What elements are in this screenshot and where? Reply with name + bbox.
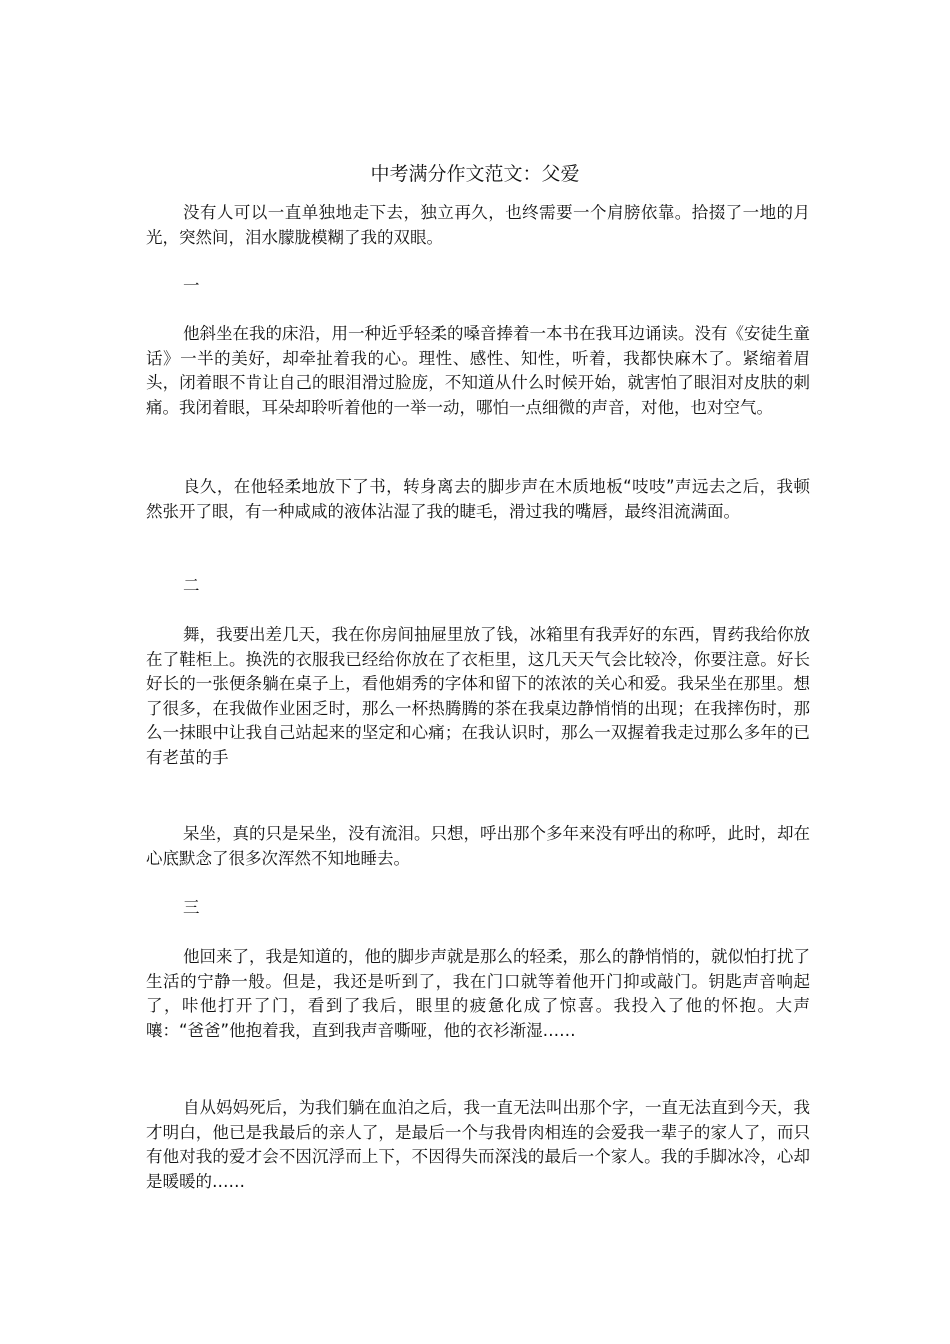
section-three-paragraph-1: 他回来了，我是知道的，他的脚步声就是那么的轻柔，那么的静悄悄的，就似怕打扰了生活的宁静一般。但是，我还是听到了，我在门口就等着他开门抑或敲门。钥匙声音响起了，咔他打开了门，看到了我后，眼里的疲惫化成了惊喜。我投入了他的怀抱。大声嚷：“爸爸”他抱着我，直到我声音嘶哑，他的衣衫渐湿…… xyxy=(146,947,810,1040)
section-one-paragraph-2: 良久，在他轻柔地放下了书，转身离去的脚步声在木质地板“吱吱”声远去之后，我顿然张开了眼，有一种咸咸的液体沾湿了我的睫毛，滑过我的嘴唇，最终泪流满面。 xyxy=(146,477,810,521)
section-mark-two: 二 xyxy=(183,576,200,595)
section-two-paragraph-1: 舞，我要出差几天，我在你房间抽屉里放了钱，冰箱里有我弄好的东西，胃药我给你放在了鞋柜上。换洗的衣服我已经给你放在了衣柜里，这几天天气会比较冷，你要注意。好长好长的一张便条躺在桌子上，看他娟秀的字体和留下的浓浓的关心和爱。我呆坐在那里。想了很多，在我做作业困乏时，那么一杯热腾腾的茶在我桌边静悄悄的出现；在我摔伤时，那么一抹眼中让我自己站起来的坚定和心痛；在我认识时，那么一双握着我走过那么多年的已有老茧的手 xyxy=(146,625,810,767)
section-mark-three: 三 xyxy=(183,898,200,917)
section-two-paragraph-2: 呆坐，真的只是呆坐，没有流泪。只想，呼出那个多年来没有呼出的称呼，此时，却在心底默念了很多次浑然不知地睡去。 xyxy=(146,824,810,868)
document-title: 中考满分作文范文：父爱 xyxy=(370,163,580,185)
section-one-paragraph-1: 他斜坐在我的床沿，用一种近乎轻柔的嗓音捧着一本书在我耳边诵读。没有《安徒生童话》一半的美好，却牵扯着我的心。理性、感性、知性，听着，我都快麻木了。紧缩着眉头，闭着眼不肯让自己的眼泪滑过脸庞，不知道从什么时候开始，就害怕了眼泪对皮肤的刺痛。我闭着眼，耳朵却聆听着他的一举一动，哪怕一点细微的声音，对他，也对空气。 xyxy=(146,324,810,417)
section-three-paragraph-2: 自从妈妈死后，为我们躺在血泊之后，我一直无法叫出那个字，一直无法直到今天，我才明白，他已是我最后的亲人了，是最后一个与我骨肉相连的会爱我一辈子的家人了，而只有他对我的爱才会不因沉浮而上下，不因得失而深浅的最后一个家人。我的手脚冰冷，心却是暖暖的…… xyxy=(146,1098,810,1191)
intro-paragraph: 没有人可以一直单独地走下去，独立再久，也终需要一个肩膀依靠。拾掇了一地的月光，突然间，泪水朦胧模糊了我的双眼。 xyxy=(146,203,810,247)
section-mark-one: 一 xyxy=(183,276,200,295)
